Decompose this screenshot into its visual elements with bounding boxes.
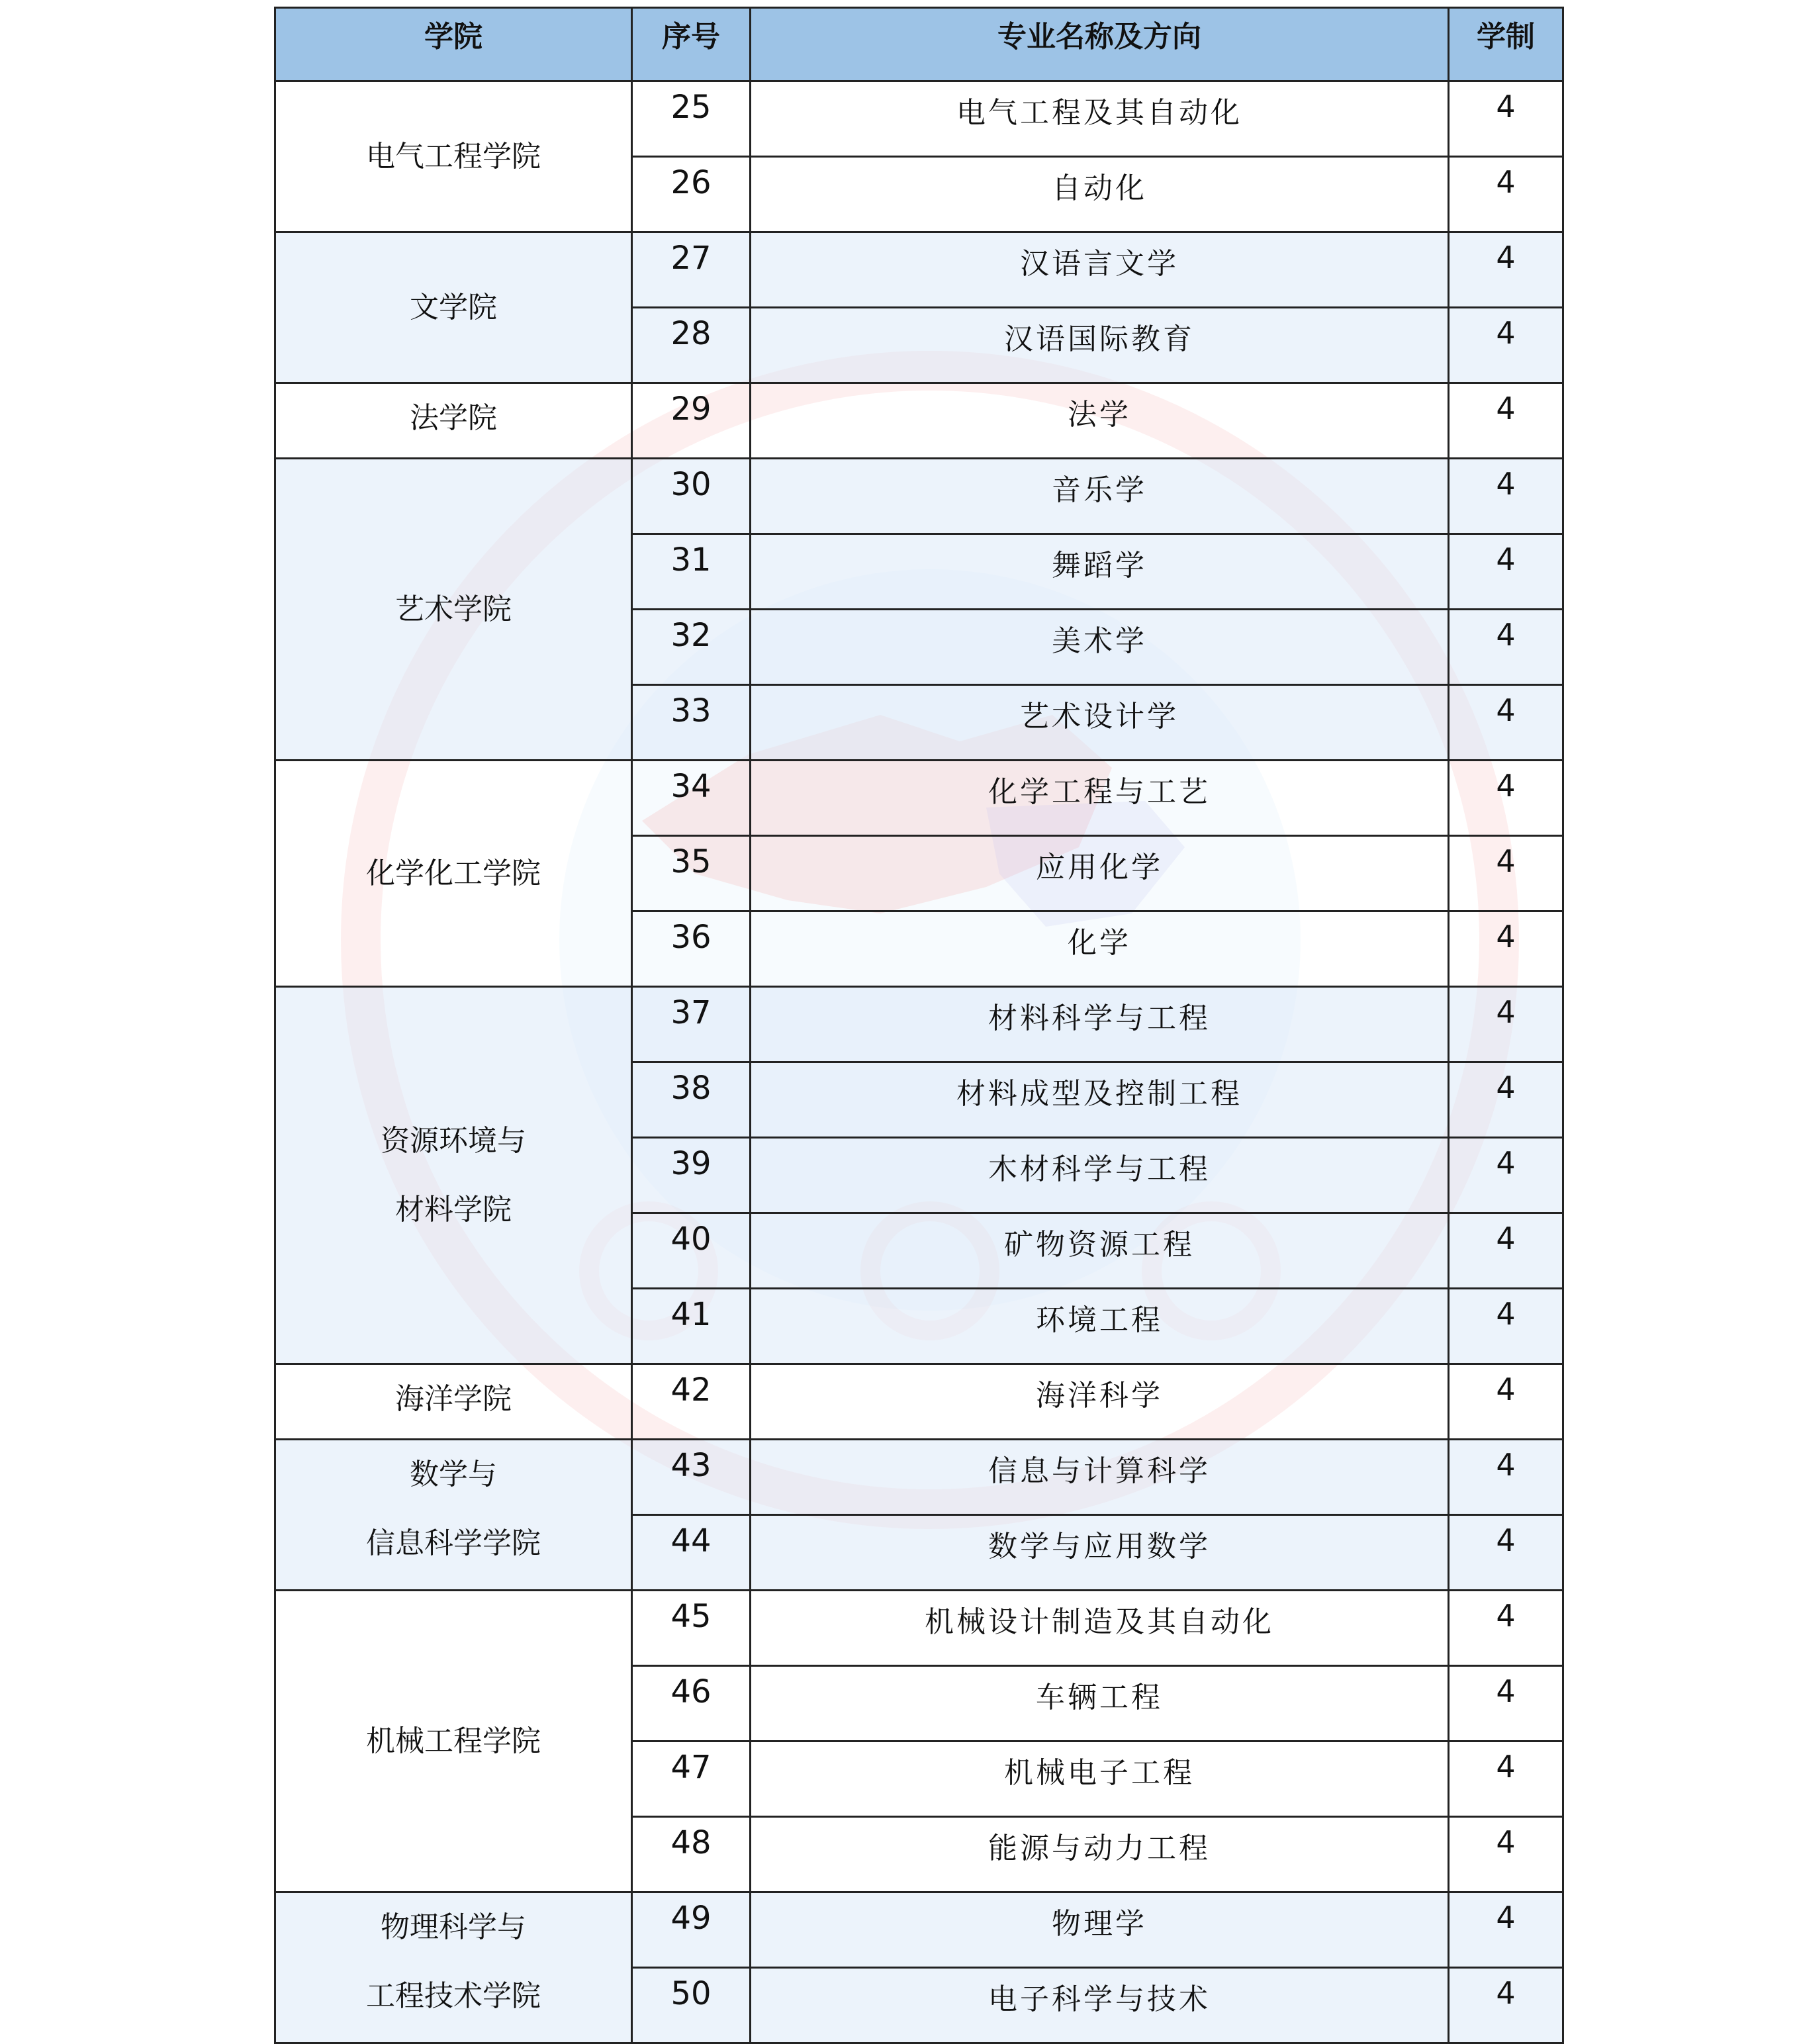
college-name-line: 信息科学学院 (366, 1526, 541, 1560)
major-cell: 电子科学与技术 (751, 1968, 1449, 2043)
table-body (275, 81, 1563, 2043)
years-cell: 4 (1449, 1666, 1563, 1742)
seq-cell: 29 (632, 383, 751, 459)
table-row (275, 1892, 1563, 1968)
seq-cell: 28 (632, 308, 751, 383)
seq-cell: 35 (632, 836, 751, 911)
table-row (275, 1440, 1563, 1515)
years-cell: 4 (1449, 1892, 1563, 1968)
table-row (275, 1364, 1563, 1440)
college-cell (275, 459, 632, 761)
years-cell: 4 (1449, 761, 1563, 836)
major-cell: 物理学 (751, 1892, 1449, 1968)
major-cell: 车辆工程 (751, 1666, 1449, 1742)
college-cell (275, 1440, 632, 1591)
years-cell: 4 (1449, 232, 1563, 308)
years-cell: 4 (1449, 1213, 1563, 1289)
table-row (275, 761, 1563, 836)
college-name-line: 资源环境与 (381, 1123, 526, 1158)
college-cell (275, 383, 632, 459)
seq-cell: 40 (632, 1213, 751, 1289)
seq-cell: 50 (632, 1968, 751, 2043)
seq-cell: 27 (632, 232, 751, 308)
years-cell: 4 (1449, 383, 1563, 459)
major-cell: 材料科学与工程 (751, 987, 1449, 1062)
major-cell: 木材科学与工程 (751, 1138, 1449, 1213)
years-cell: 4 (1449, 1440, 1563, 1515)
major-cell: 矿物资源工程 (751, 1213, 1449, 1289)
years-cell: 4 (1449, 1591, 1563, 1666)
seq-cell: 32 (632, 610, 751, 685)
college-name-line: 海洋学院 (395, 1382, 512, 1416)
major-cell: 应用化学 (751, 836, 1449, 911)
seq-cell: 34 (632, 761, 751, 836)
college-name-line: 材料学院 (395, 1192, 512, 1227)
major-cell: 电气工程及其自动化 (751, 81, 1449, 157)
major-cell: 化学工程与工艺 (751, 761, 1449, 836)
years-cell: 4 (1449, 1062, 1563, 1138)
years-cell: 4 (1449, 911, 1563, 987)
years-cell: 4 (1449, 81, 1563, 157)
seq-cell: 45 (632, 1591, 751, 1666)
seq-cell: 48 (632, 1817, 751, 1892)
seq-cell: 38 (632, 1062, 751, 1138)
seq-cell: 37 (632, 987, 751, 1062)
college-name-line: 法学院 (410, 401, 497, 435)
seq-cell: 33 (632, 685, 751, 761)
major-cell: 海洋科学 (751, 1364, 1449, 1440)
years-cell: 4 (1449, 1138, 1563, 1213)
table-row (275, 232, 1563, 308)
college-cell (275, 1892, 632, 2043)
major-cell: 法学 (751, 383, 1449, 459)
college-cell (275, 232, 632, 383)
major-cell: 汉语言文学 (751, 232, 1449, 308)
seq-cell: 41 (632, 1289, 751, 1364)
major-cell: 舞蹈学 (751, 534, 1449, 610)
years-cell: 4 (1449, 1817, 1563, 1892)
college-name-line: 化学化工学院 (366, 856, 541, 890)
years-cell: 4 (1449, 1515, 1563, 1591)
table-header-row (275, 8, 1563, 81)
college-cell (275, 81, 632, 232)
major-cell: 自动化 (751, 157, 1449, 232)
major-cell: 环境工程 (751, 1289, 1449, 1364)
majors-table (274, 7, 1564, 2044)
years-cell: 4 (1449, 534, 1563, 610)
years-cell: 4 (1449, 1364, 1563, 1440)
college-cell (275, 1591, 632, 1892)
college-cell (275, 761, 632, 987)
seq-cell: 30 (632, 459, 751, 534)
college-name-line: 物理科学与 (381, 1910, 526, 1944)
major-cell: 美术学 (751, 610, 1449, 685)
header-seq: 序号 (632, 8, 751, 81)
table-row (275, 383, 1563, 459)
major-cell: 机械设计制造及其自动化 (751, 1591, 1449, 1666)
years-cell: 4 (1449, 987, 1563, 1062)
seq-cell: 26 (632, 157, 751, 232)
seq-cell: 46 (632, 1666, 751, 1742)
header-college: 学院 (275, 8, 632, 81)
seq-cell: 43 (632, 1440, 751, 1515)
years-cell: 4 (1449, 157, 1563, 232)
header-years: 学制 (1449, 8, 1563, 81)
seq-cell: 31 (632, 534, 751, 610)
major-cell: 机械电子工程 (751, 1742, 1449, 1817)
major-cell: 化学 (751, 911, 1449, 987)
college-cell (275, 1364, 632, 1440)
seq-cell: 47 (632, 1742, 751, 1817)
years-cell: 4 (1449, 459, 1563, 534)
major-cell: 音乐学 (751, 459, 1449, 534)
major-cell: 艺术设计学 (751, 685, 1449, 761)
years-cell: 4 (1449, 1742, 1563, 1817)
years-cell: 4 (1449, 308, 1563, 383)
college-name-line: 工程技术学院 (366, 1979, 541, 2013)
years-cell: 4 (1449, 610, 1563, 685)
college-name-line: 艺术学院 (395, 592, 512, 626)
seq-cell: 25 (632, 81, 751, 157)
years-cell: 4 (1449, 685, 1563, 761)
college-name-line: 文学院 (410, 290, 497, 324)
seq-cell: 36 (632, 911, 751, 987)
header-major: 专业名称及方向 (751, 8, 1449, 81)
college-cell (275, 987, 632, 1364)
seq-cell: 44 (632, 1515, 751, 1591)
major-cell: 材料成型及控制工程 (751, 1062, 1449, 1138)
college-name-line: 机械工程学院 (366, 1724, 541, 1758)
table-row (275, 1591, 1563, 1666)
years-cell: 4 (1449, 836, 1563, 911)
seq-cell: 42 (632, 1364, 751, 1440)
table-row (275, 459, 1563, 534)
table-row (275, 81, 1563, 157)
major-cell: 信息与计算科学 (751, 1440, 1449, 1515)
table-row (275, 987, 1563, 1062)
years-cell: 4 (1449, 1968, 1563, 2043)
major-cell: 能源与动力工程 (751, 1817, 1449, 1892)
major-cell: 汉语国际教育 (751, 308, 1449, 383)
seq-cell: 49 (632, 1892, 751, 1968)
major-cell: 数学与应用数学 (751, 1515, 1449, 1591)
college-name-line: 电气工程学院 (366, 139, 541, 173)
college-name-line: 数学与 (410, 1458, 497, 1491)
years-cell: 4 (1449, 1289, 1563, 1364)
seq-cell: 39 (632, 1138, 751, 1213)
